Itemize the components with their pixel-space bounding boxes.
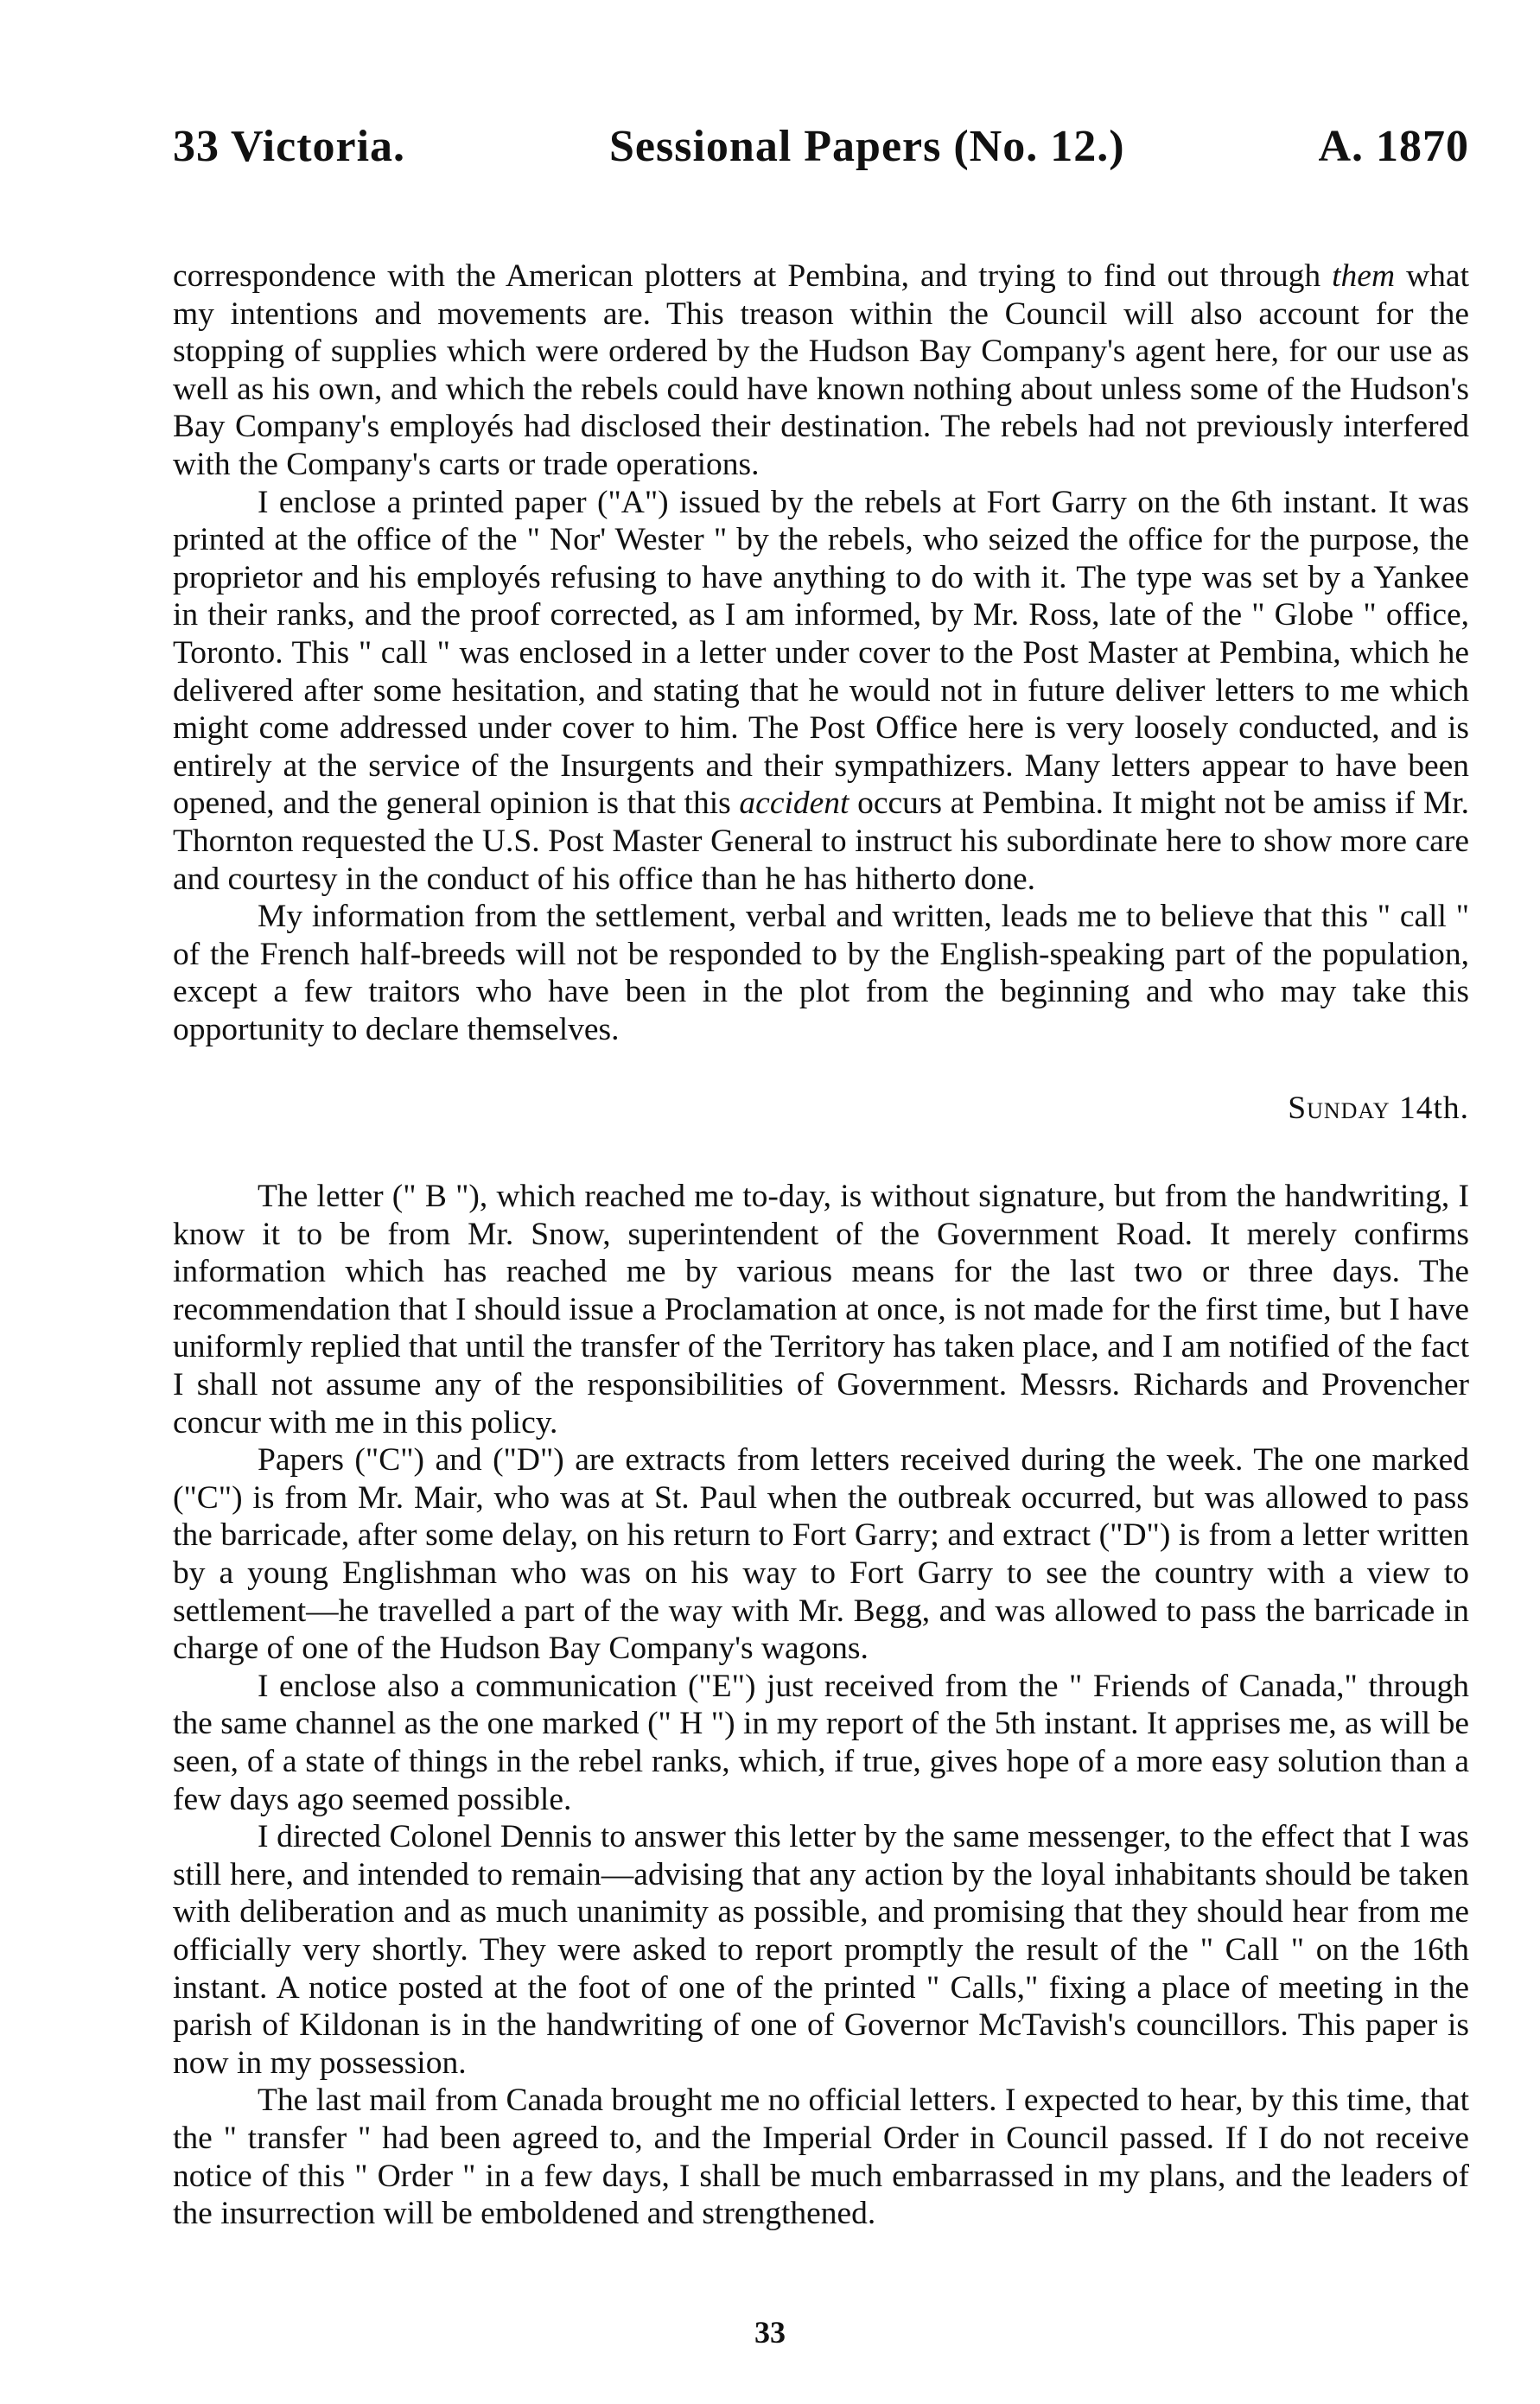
paragraph-5: Papers ("C") and ("D") are extracts from letters received during the week. The one marked ("C") is from Mr. Mair, who was at St. Paul when the outbreak occurred, but was allowed to pass the barricade, after some delay, on his return to Fort Garry; and extract ("D") is from a letter written by a young Englishman who was on his way to Fort Garry to see the country with a view to settlement—he travelled a part of the way with Mr. Begg, and was allowed to pass the barricade in charge of one of the Hudson Bay Company's wagons. bbox=[173, 1442, 1469, 1667]
header-title: Sessional Papers (No. 12.) bbox=[609, 122, 1125, 171]
paragraph-1 bbox=[173, 258, 1469, 484]
paragraph-3: My information from the settlement, verbal and written, leads me to believe that this " call " of the French half-breeds will not be responded to by the English-speaking part of the population, except a few traitors who have been in the plot from the beginning and who may take this opportunity to declare themselves. bbox=[173, 899, 1469, 1047]
paragraph-2 bbox=[173, 484, 1469, 899]
paragraph-6: I enclose also a communication ("E") just received from the " Friends of Canada," through the same channel as the one marked (" H ") in my report of the 5th instant. It apprises me, as will be seen, of a state of things in the rebel ranks, which, if true, gives hope of a more easy solution than a few days ago seemed possible. bbox=[173, 1668, 1469, 1817]
paragraph-2-emphasis: accident bbox=[739, 785, 850, 822]
paragraph-1-text-a: correspondence with the American plotters at Pembina, and trying to find out through bbox=[173, 258, 1333, 294]
paragraph-2-text-b: occurs at Pembina. It might not be amiss if Mr. Thornton requested the U.S. Post Master General to instruct his subordinate here to show more care and courtesy in the conduct of his office than he has hitherto done. bbox=[173, 785, 1469, 897]
dateline bbox=[173, 1090, 1469, 1128]
running-header bbox=[173, 121, 1469, 181]
header-session: 33 Victoria. bbox=[173, 122, 406, 171]
paragraph-8: The last mail from Canada brought me no official letters. I expected to hear, by this time, that the " transfer " had been agreed to, and the Imperial Order in Council passed. If I do not receive notice of this " Order " in a few days, I shall be much embarrassed in my plans, and the leaders of the insurrection will be emboldened and strengthened. bbox=[173, 2083, 1469, 2232]
paragraph-1-text-b: what my intentions and movements are. This treason within the Council will also account for the stopping of supplies which were ordered by the Hudson Bay Company's agent here, for our use as well as his own, and which the rebels could have known nothing about unless some of the Hudson's Bay Company's employés had disclosed their destination. The rebels had not previously interfered with the Company's carts or trade operations. bbox=[173, 258, 1469, 482]
paragraph-1-emphasis: them bbox=[1332, 258, 1396, 294]
dateline-day: Sunday bbox=[1288, 1091, 1390, 1127]
page-number: 33 bbox=[754, 2315, 786, 2350]
paragraph-7: I directed Colonel Dennis to answer this letter by the same messenger, to the effect that I was still here, and intended to remain—advising that any action by the loyal inhabitants should be taken with deliberation and as much unanimity as possible, and promising that they should hear from me officially very shortly. They were asked to report promptly the result of the " Call " on the 16th instant. A notice posted at the foot of one of the printed " Calls," fixing a place of meeting in the parish of Kildonan is in the handwriting of one of Governor McTavish's councillors. This paper is now in my possession. bbox=[173, 1819, 1469, 2081]
paragraph-2-text-a: I enclose a printed paper ("A") issued by the rebels at Fort Garry on the 6th instant. It was printed at the office of the " Nor' Wester " by the rebels, who seized the office for the purpose, the proprietor and his employés refusing to have anything to do with it. The type was set by a Yankee in their ranks, and the proof corrected, as I am informed, by Mr. Ross, late of the " Globe " office, Toronto. This " call " was enclosed in a letter under cover to the Post Master at Pembina, which he delivered after some hesitation, and stating that he would not in future deliver letters to me which might come addressed under cover to him. The Post Office here is very loosely conducted, and is entirely at the service of the Insurgents and their sympathizers. Many letters appear to have been opened, and the general opinion is that this bbox=[173, 484, 1469, 822]
dateline-date: 14th. bbox=[1398, 1091, 1469, 1127]
header-year: A. 1870 bbox=[1318, 122, 1469, 171]
paragraph-4: The letter (" B "), which reached me to-day, is without signature, but from the handwriting, I know it to be from Mr. Snow, superintendent of the Government Road. It merely confirms information which has reached me by various means for the last two or three days. The recommendation that I should issue a Proclamation at once, is not made for the first time, but I have uniformly replied that until the transfer of the Territory has taken place, and I am notified of the fact I shall not assume any of the responsibilities of Government. Messrs. Richards and Provencher concur with me in this policy. bbox=[173, 1179, 1469, 1440]
body-text bbox=[173, 258, 1469, 2233]
